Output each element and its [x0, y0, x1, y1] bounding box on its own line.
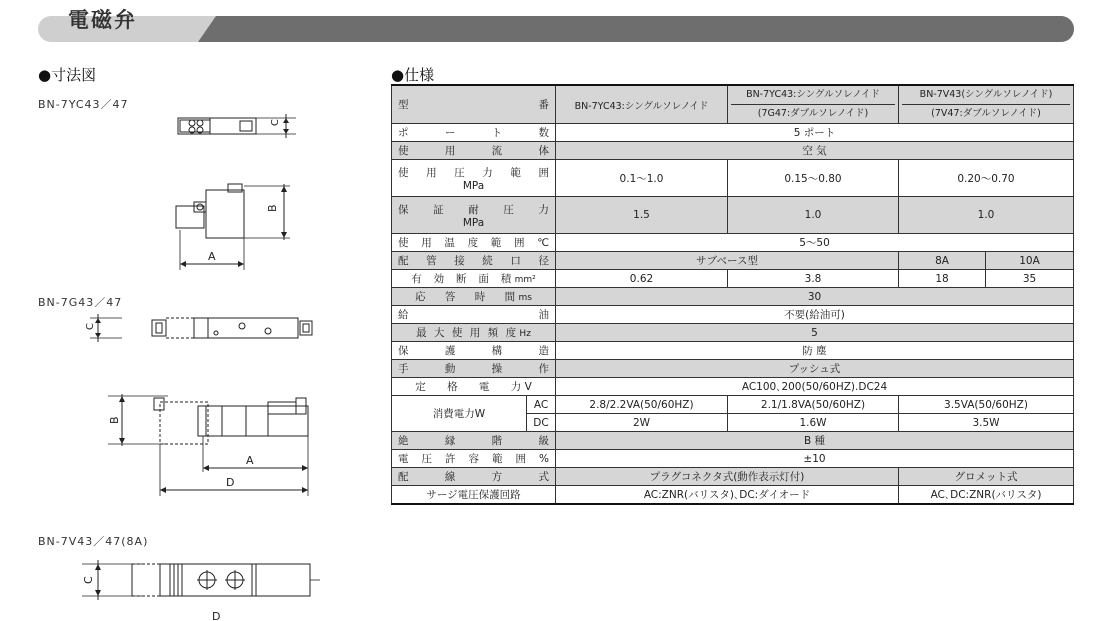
row-value: AC､DC:ZNR(バリスタ)	[899, 486, 1074, 505]
svg-text:D: D	[212, 610, 221, 621]
row-value: AC:ZNR(バリスタ)､DC:ダイオード	[556, 486, 899, 505]
row-value: 1.0	[899, 197, 1074, 234]
row-label: 給油	[392, 306, 556, 324]
row-value: 空 気	[556, 142, 1074, 160]
spec-table	[391, 84, 1074, 505]
svg-text:C: C	[82, 576, 95, 584]
table-row	[392, 450, 1074, 468]
table-row	[392, 234, 1074, 252]
g-top-view-drawing	[85, 314, 330, 342]
row-value: 防 塵	[556, 342, 1074, 360]
row-value: ±10	[556, 450, 1074, 468]
row-value: 0.15～0.80	[728, 160, 899, 197]
yc-side-view-drawing	[172, 180, 302, 272]
table-row	[392, 360, 1074, 378]
row-label: 消費電力W	[392, 396, 527, 432]
row-value: B 種	[556, 432, 1074, 450]
row-label: 使用流体	[392, 142, 556, 160]
row-value: 10A	[986, 252, 1074, 270]
row-label: 保護構造	[392, 342, 556, 360]
svg-text:B: B	[266, 204, 279, 212]
table-row	[392, 197, 1074, 234]
row-value: 不要(給油可)	[556, 306, 1074, 324]
row-value: プラグコネクタ式(動作表示灯付)	[556, 468, 899, 486]
row-label: 使用温度範囲℃	[392, 234, 556, 252]
table-row	[392, 142, 1074, 160]
header-col1: BN-7YC43:シングルソレノイド	[556, 85, 728, 124]
row-label: 配線方式	[392, 468, 556, 486]
table-row	[392, 85, 1074, 124]
page-title: 電磁弁	[68, 8, 137, 32]
row-value: サブベース型	[556, 252, 899, 270]
table-row	[392, 288, 1074, 306]
row-value: 8A	[899, 252, 986, 270]
row-value: 3.5W	[899, 414, 1074, 432]
table-row	[392, 270, 1074, 288]
v-top-view-drawing	[82, 556, 322, 621]
row-label: サージ電圧保護回路	[392, 486, 556, 505]
row-label: 最大使用頻度 Hz	[392, 324, 556, 342]
row-sublabel: DC	[527, 414, 556, 432]
table-row	[392, 342, 1074, 360]
row-label: ポート数	[392, 124, 556, 142]
dimensions-heading: ●寸法図	[38, 66, 97, 84]
g-side-view-drawing	[108, 392, 318, 502]
row-value: AC100､200(50/60HZ).DC24	[556, 378, 1074, 396]
row-label: 手動操作	[392, 360, 556, 378]
row-value: 0.62	[556, 270, 728, 288]
model-label-yc: BN-7YC43／47	[38, 98, 129, 111]
row-value: プッシュ式	[556, 360, 1074, 378]
row-value: 35	[986, 270, 1074, 288]
row-value: 1.6W	[728, 414, 899, 432]
row-label: 有効断面積 mm²	[392, 270, 556, 288]
table-row	[392, 486, 1074, 505]
row-label: 配管接続口径	[392, 252, 556, 270]
row-value: 18	[899, 270, 986, 288]
table-row	[392, 160, 1074, 197]
svg-text:A: A	[246, 454, 254, 467]
header-col2: BN-7YC43:シングルソレノイド (7G47:ダブルソレノイド)	[728, 85, 899, 124]
row-sublabel: AC	[527, 396, 556, 414]
svg-text:A: A	[208, 250, 216, 263]
table-row	[392, 252, 1074, 270]
svg-text:D: D	[226, 476, 235, 489]
model-label-v: BN-7V43／47(8A)	[38, 535, 149, 548]
table-row	[392, 378, 1074, 396]
table-row	[392, 468, 1074, 486]
row-value: 1.5	[556, 197, 728, 234]
spec-heading: ●仕様	[391, 66, 435, 84]
row-value: 5 ポート	[556, 124, 1074, 142]
row-value: 2.1/1.8VA(50/60HZ)	[728, 396, 899, 414]
row-value: 30	[556, 288, 1074, 306]
row-value: 3.8	[728, 270, 899, 288]
model-label-g: BN-7G43／47	[38, 296, 123, 309]
row-label: 応答時間 ms	[392, 288, 556, 306]
row-value: グロメット式	[899, 468, 1074, 486]
row-value: 2.8/2.2VA(50/60HZ)	[556, 396, 728, 414]
row-label: 保証耐圧力 MPa	[392, 197, 556, 234]
table-row	[392, 124, 1074, 142]
row-label: 定格電力 V	[392, 378, 556, 396]
row-value: 5	[556, 324, 1074, 342]
title-banner	[38, 16, 1074, 42]
dim-c-letter: C	[270, 119, 281, 126]
row-value: 3.5VA(50/60HZ)	[899, 396, 1074, 414]
yc-top-view-drawing	[170, 112, 300, 142]
row-value: 1.0	[728, 197, 899, 234]
row-value: 0.20～0.70	[899, 160, 1074, 197]
header-label: 型番	[392, 85, 556, 124]
row-value: 2W	[556, 414, 728, 432]
svg-text:C: C	[85, 323, 96, 330]
table-row	[392, 306, 1074, 324]
row-value: 5～50	[556, 234, 1074, 252]
row-label: 絶縁階級	[392, 432, 556, 450]
table-row	[392, 396, 1074, 414]
row-label: 電圧許容範囲%	[392, 450, 556, 468]
row-label: 使用圧力範囲 MPa	[392, 160, 556, 197]
svg-text:B: B	[108, 416, 121, 424]
table-row	[392, 432, 1074, 450]
header-col3: BN-7V43(シングルソレノイド) (7V47:ダブルソレノイド)	[899, 85, 1074, 124]
table-row	[392, 324, 1074, 342]
row-value: 0.1～1.0	[556, 160, 728, 197]
